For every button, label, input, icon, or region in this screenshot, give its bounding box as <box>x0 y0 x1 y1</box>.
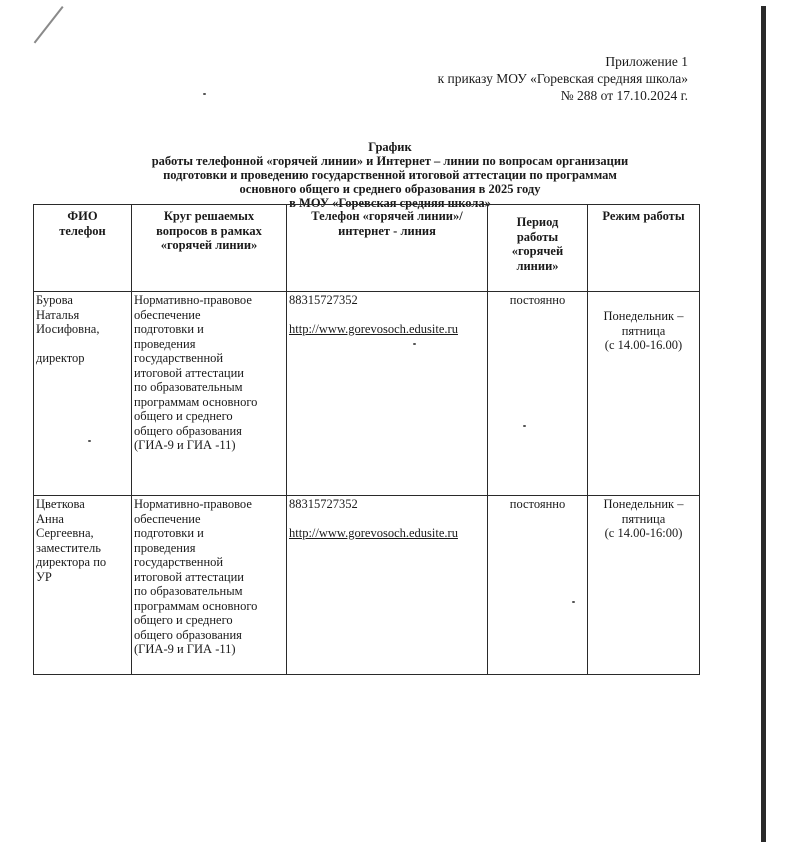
hotline-phone: 88315727352 <box>289 293 358 307</box>
scan-edge-line <box>761 6 766 842</box>
scope-cell: Нормативно-правовое обеспечение подготовки и проведения государственной итоговой аттестации по образовательным программам основного общего и среднего общего образования (ГИА-9 и ГИА -11) <box>132 496 287 675</box>
hotline-phone: 88315727352 <box>289 497 358 511</box>
scope-cell: Нормативно-правовое обеспечение подготовки и проведения государственной итоговой аттестации по образовательным программам основного общего и среднего общего образования (ГИА-9 и ГИА -11) <box>132 292 287 496</box>
scan-pen-stroke <box>34 6 64 43</box>
title-line: основного общего и среднего образования в 2025 году <box>239 182 541 196</box>
mode-cell: Понедельник – пятница (с 14.00-16.00) <box>588 292 700 496</box>
header-fio: ФИО телефон <box>34 205 132 292</box>
table-row <box>34 496 700 675</box>
title-line: График <box>368 140 412 154</box>
table-row <box>34 292 700 496</box>
person-role: директор <box>36 350 85 365</box>
appendix-reference <box>438 53 688 104</box>
fio-cell <box>34 292 132 496</box>
document-title <box>95 140 685 210</box>
person-name: Бурова Наталья Иосифовна, <box>36 293 100 336</box>
fio-cell <box>34 496 132 675</box>
person-name: Цветкова Анна Сергеевна, заместитель директора по УР <box>36 497 107 584</box>
period-cell: постоянно <box>488 292 588 496</box>
appendix-line: к приказу МОУ «Горевская средняя школа» <box>437 71 688 86</box>
header-period: Период работы «горячей линии» <box>488 205 588 292</box>
contact-cell <box>287 292 488 496</box>
appendix-line: Приложение 1 <box>605 54 688 69</box>
header-scope: Круг решаемых вопросов в рамках «горячей линии» <box>132 205 287 292</box>
header-phone: Телефон «горячей линии»/ интернет - линия <box>287 205 488 292</box>
hotline-website-link[interactable]: http://www.gorevosoch.edusite.ru <box>289 525 458 540</box>
hotline-schedule-table <box>33 204 700 675</box>
table-header-row <box>34 205 700 292</box>
appendix-line: № 288 от 17.10.2024 г. <box>560 88 688 103</box>
title-line: работы телефонной «горячей линии» и Интернет – линии по вопросам организации <box>151 154 629 168</box>
scan-speck <box>203 93 206 95</box>
period-cell: постоянно <box>488 496 588 675</box>
header-mode: Режим работы <box>588 205 700 292</box>
mode-cell: Понедельник – пятница (с 14.00-16:00) <box>588 496 700 675</box>
title-line: в МОУ «Горевская средняя школа» <box>289 196 491 210</box>
hotline-website-link[interactable]: http://www.gorevosoch.edusite.ru <box>289 321 458 336</box>
title-line: подготовки и проведению государственной итоговой аттестации по программам <box>163 168 617 182</box>
contact-cell <box>287 496 488 675</box>
